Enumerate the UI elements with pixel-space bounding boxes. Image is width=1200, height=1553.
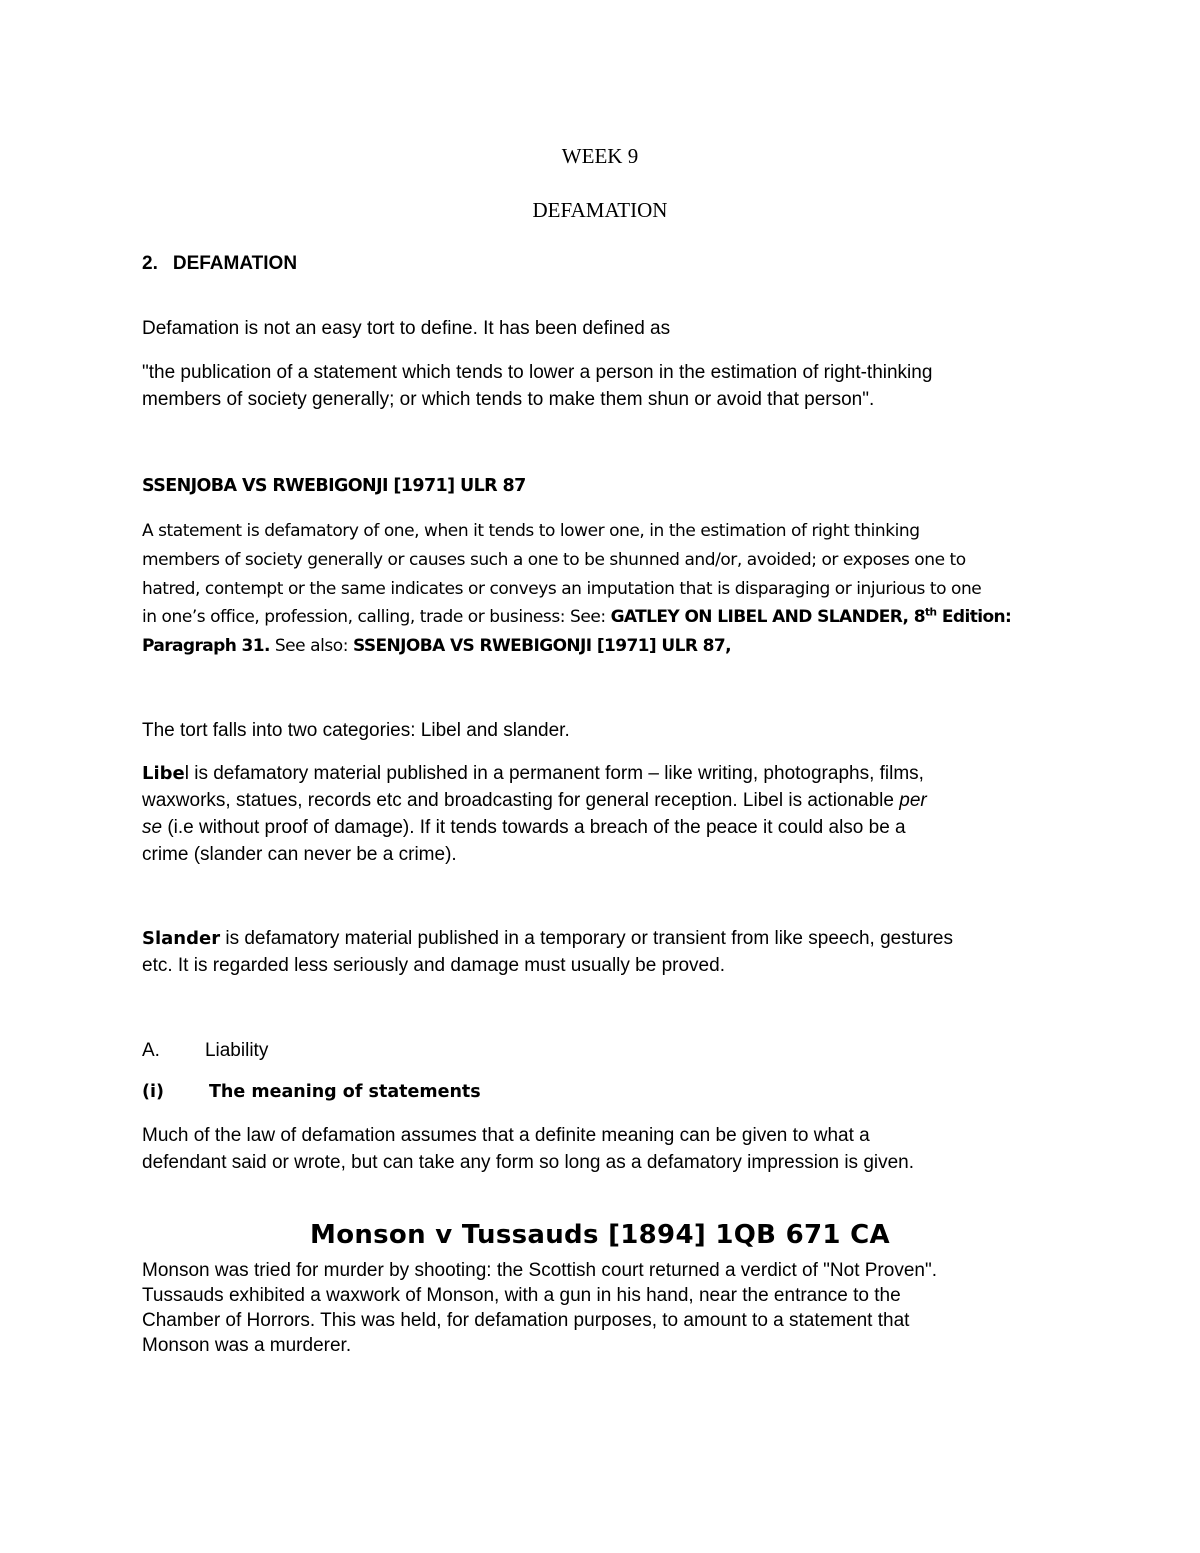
paragraph-reference: Paragraph 31. — [142, 636, 270, 656]
meaning-line-2: defendant said or wrote, but can take any form so long as a defamatory impression is given. — [142, 1152, 915, 1173]
case-text-line-3: hatred, contempt or the same indicates or conveys an imputation that is disparaging or injurious to one — [142, 579, 982, 599]
slander-term: Slander — [142, 928, 221, 949]
monson-line-4: Monson was a murderer. — [142, 1335, 352, 1356]
se-italic: se — [142, 817, 163, 838]
liability-letter: A. — [142, 1040, 160, 1061]
monson-line-2: Tussauds exhibited a waxwork of Monson, with a gun in his hand, near the entrance to the — [142, 1285, 901, 1306]
definition-line-2: members of society generally; or which tends to make them shun or avoid that person". — [142, 389, 875, 410]
liability-heading — [142, 1040, 268, 1062]
case-text-line-4 — [142, 607, 1011, 627]
gatley-reference: GATLEY ON LIBEL AND SLANDER, 8 — [610, 607, 925, 627]
intro-paragraph: Defamation is not an easy tort to define. It has been defined as — [142, 318, 671, 339]
subsection-heading — [142, 1082, 481, 1102]
libel-line-1 — [142, 763, 924, 785]
title-label: DEFAMATION — [532, 198, 668, 222]
edition-label: Edition: — [936, 607, 1012, 627]
categories-paragraph: The tort falls into two categories: Libel and slander. — [142, 720, 570, 741]
meaning-line-1: Much of the law of defamation assumes that a definite meaning can be given to what a — [142, 1125, 870, 1146]
slander-line-1-text: is defamatory material published in a temporary or transient from like speech, gestures — [220, 928, 953, 949]
libel-line-4: crime (slander can never be a crime). — [142, 844, 457, 865]
libel-line-2 — [142, 790, 927, 812]
case-text-line-5 — [142, 636, 731, 656]
section-number: 2. — [142, 253, 158, 274]
see-also-label: See also: — [269, 636, 353, 656]
week-label: WEEK 9 — [561, 144, 639, 168]
document-title — [0, 198, 1200, 223]
monson-line-3: Chamber of Horrors. This was held, for defamation purposes, to amount to a statement that — [142, 1310, 910, 1331]
case-text-line-4-plain: in one’s office, profession, calling, trade or business: See: — [142, 607, 611, 627]
liability-label: Liability — [204, 1040, 269, 1061]
case-text-line-1: A statement is defamatory of one, when it tends to lower one, in the estimation of right thinking — [142, 521, 920, 541]
per-italic: per — [899, 790, 927, 811]
week-heading — [0, 144, 1200, 169]
libel-line-3-text: (i.e without proof of damage). If it tends towards a breach of the peace it could also be a — [162, 817, 906, 838]
libel-line-3 — [142, 817, 906, 839]
ssenjoba-reference: SSENJOBA VS RWEBIGONJI [1971] ULR 87, — [352, 636, 731, 656]
case-text-line-2: members of society generally or causes such a one to be shunned and/or, avoided; or exposes one to — [142, 550, 966, 570]
subsection-number: (i) — [142, 1082, 164, 1102]
case-title-ssenjoba: SSENJOBA VS RWEBIGONJI [1971] ULR 87 — [142, 476, 526, 496]
subsection-title: The meaning of statements — [209, 1082, 481, 1102]
monson-line-1: Monson was tried for murder by shooting: the Scottish court returned a verdict of "Not Proven". — [142, 1260, 937, 1281]
libel-line-2-text: waxworks, statues, records etc and broadcasting for general reception. Libel is actionable — [142, 790, 900, 811]
libel-line-1-text: l is defamatory material published in a permanent form – like writing, photographs, films, — [184, 763, 924, 784]
libel-term: Libe — [142, 763, 185, 784]
section-title: DEFAMATION — [172, 253, 298, 274]
slander-line-2: etc. It is regarded less seriously and damage must usually be proved. — [142, 955, 725, 976]
slander-line-1 — [142, 928, 953, 950]
section-heading — [142, 253, 297, 275]
definition-line-1: "the publication of a statement which tends to lower a person in the estimation of right-thinking — [142, 362, 933, 383]
monson-case-title: Monson v Tussauds [1894] 1QB 671 CA — [310, 1220, 890, 1250]
edition-superscript: th — [924, 606, 937, 619]
